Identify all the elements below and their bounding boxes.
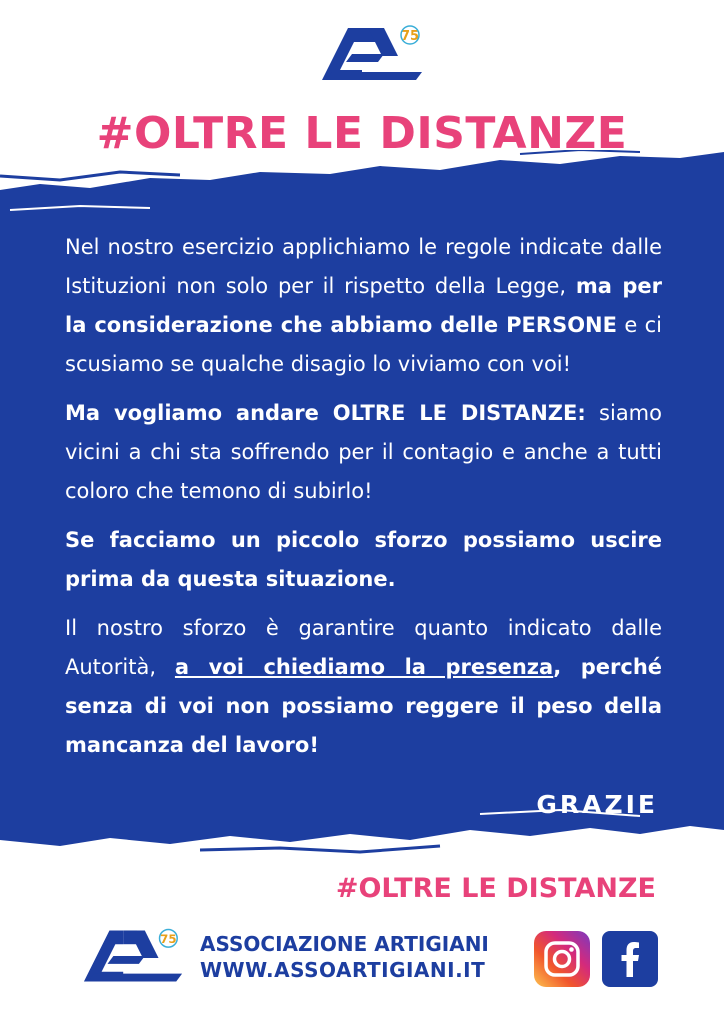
paragraph-3: [65, 521, 662, 599]
thanks-text: GRAZIE: [536, 790, 658, 819]
p4-bold: , perché senza di voi non possiamo reggere il peso della mancanza del lavoro!: [65, 655, 663, 757]
p4-underlined: a voi chiediamo la presenza: [174, 655, 554, 679]
association-name: ASSOCIAZIONE ARTIGIANI: [200, 932, 489, 956]
logo-badge: 75: [400, 29, 420, 44]
facebook-icon[interactable]: [602, 931, 658, 987]
instagram-icon[interactable]: [534, 931, 590, 987]
page-title: #OLTRE LE DISTANZE: [96, 108, 628, 159]
p2-text: siamo vicini a chi sta soffrendo per il contagio e anche a tutti coloro che temono di subirlo!: [65, 401, 662, 503]
p1-bold: ma per la considerazione che abbiamo delle PERSONE: [65, 274, 662, 337]
paragraph-1: [65, 228, 662, 384]
p2-bold: Ma vogliamo andare OLTRE LE DISTANZE:: [65, 401, 586, 425]
p3-bold: Se facciamo un piccolo sforzo possiamo uscire prima da questa situazione.: [65, 528, 662, 591]
p1-text-c: e ci scusiamo se qualche disagio lo viviamo con voi!: [65, 313, 662, 376]
p1-text-a: Nel nostro esercizio applichiamo le regole indicate dalle Istituzioni non solo per il rispetto della Legge,: [65, 235, 662, 298]
paragraph-2: [65, 394, 662, 511]
footer-logo-badge: 75: [160, 932, 177, 947]
association-logo: [318, 22, 428, 86]
p4-text-a: Il nostro sforzo è garantire quanto indicato dalle Autorità,: [65, 616, 662, 679]
paragraph-4: [65, 609, 662, 765]
message-body: [65, 228, 662, 765]
association-website[interactable]: WWW.ASSOARTIGIANI.IT: [200, 958, 486, 982]
footer-hashtag: #OLTRE LE DISTANZE: [335, 873, 656, 904]
footer-association-logo: [80, 924, 188, 988]
association-info: [200, 932, 520, 984]
